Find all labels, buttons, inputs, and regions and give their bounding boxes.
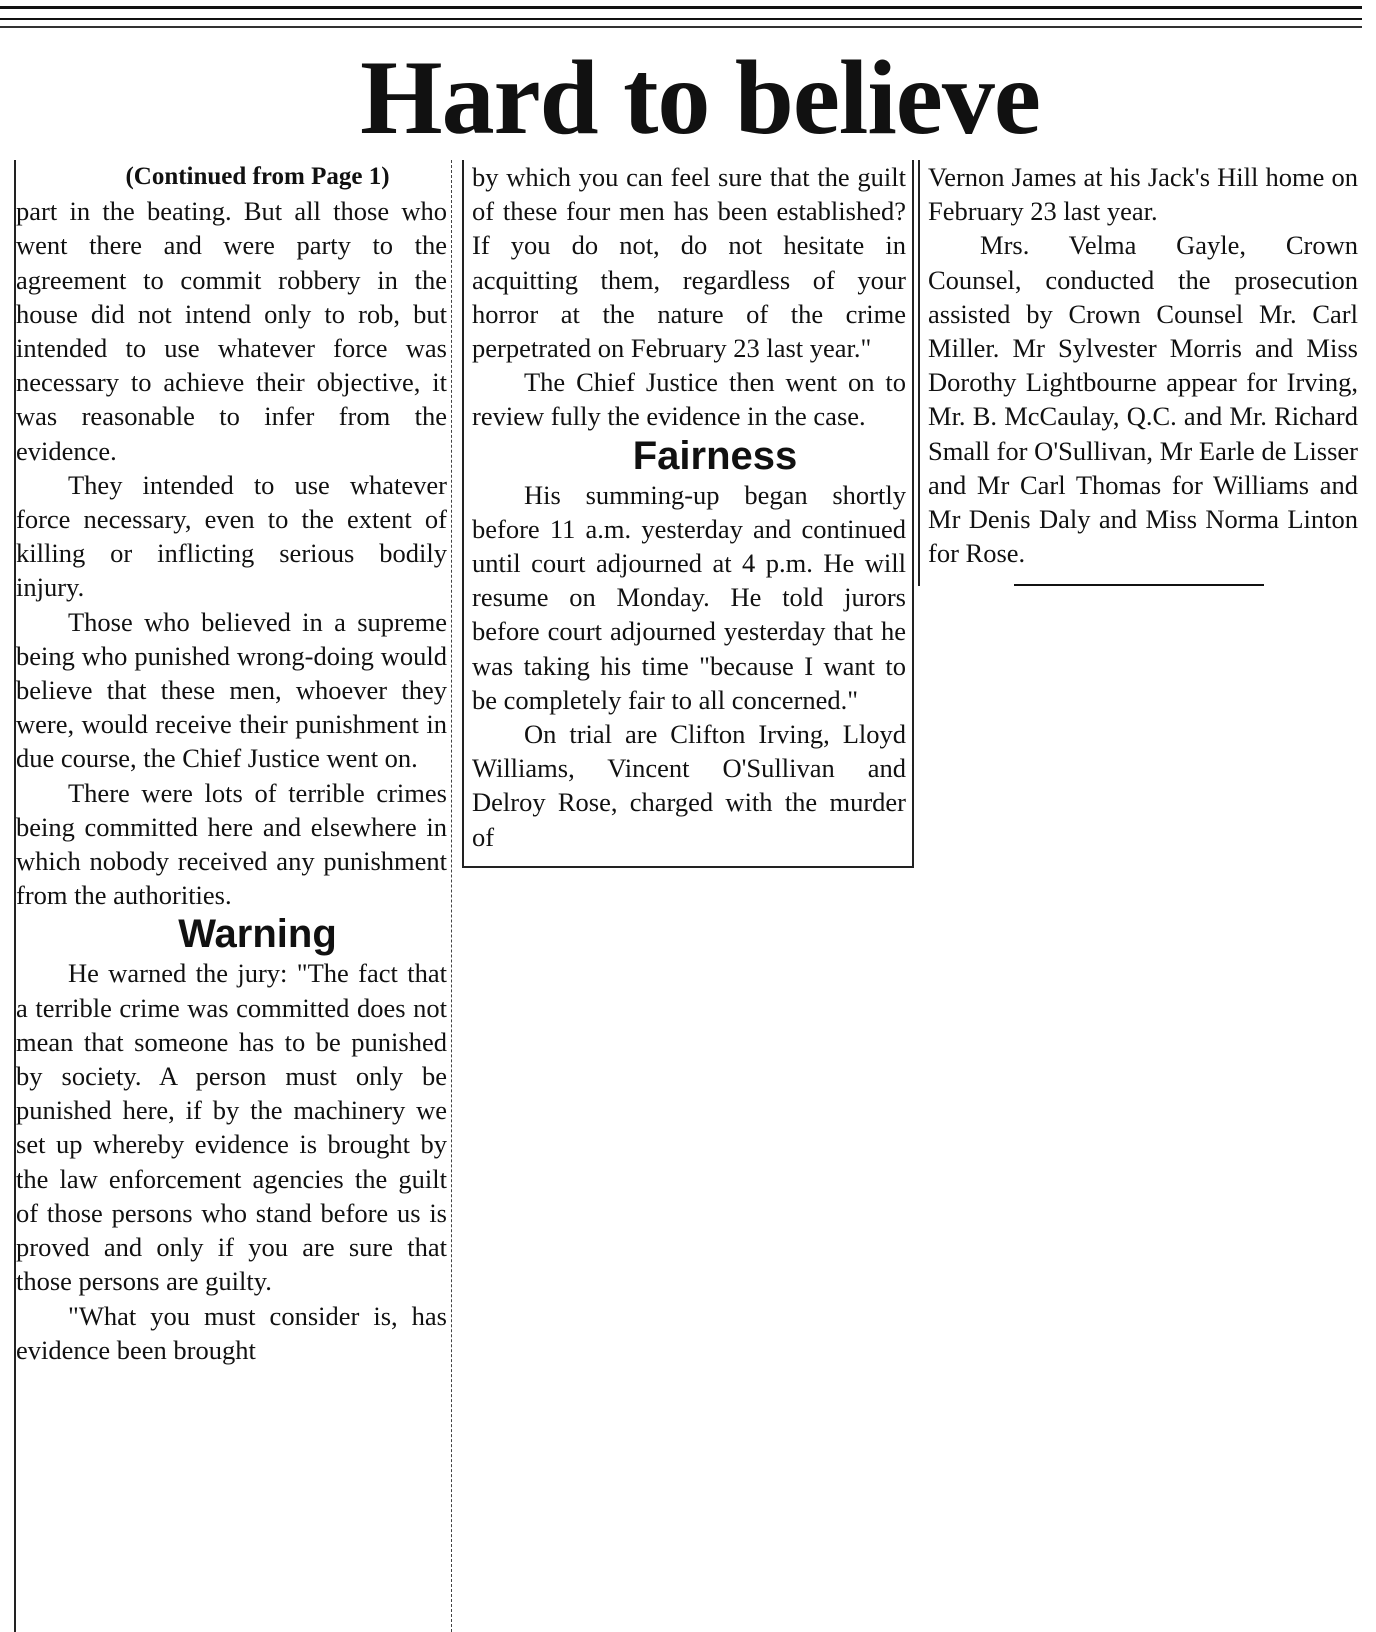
article-column-1	[14, 160, 452, 1632]
paragraph: Vernon James at his Jack's Hill home on February 23 last year.	[928, 162, 1358, 227]
top-rule-tertiary	[0, 26, 1362, 28]
paragraph: The Chief Justice then went on to review fully the evidence in the case.	[472, 367, 906, 432]
article-column-3	[918, 160, 1358, 586]
article-column-2	[462, 160, 914, 868]
paragraph: He warned the jury: "The fact that a terrible crime was committed does not mean that someone has to be punished by society. A person must only be punished here, if by the machinery we set up whereby evidence is brought by the law enforcement agencies the guilt of those persons who stand before us is proved and only if you are sure that those persons are guilty.	[16, 958, 447, 1297]
paragraph: Mrs. Velma Gayle, Crown Counsel, conducted the prosecution assisted by Crown Counsel Mr. Carl Miller. Mr Sylvester Morris and Miss Dorothy Lightbourne appear for Irving, Mr. B. McCaulay, Q.C. and Mr. Richard Small for O'Sullivan, Mr Earle de Lisser and Mr Carl Thomas for Williams and Mr Denis Daly and Miss Norma Linton for Rose.	[928, 230, 1358, 569]
top-rule	[0, 6, 1362, 9]
subheading-warning: Warning	[178, 912, 337, 957]
paragraph: On trial are Clifton Irving, Lloyd Williams, Vincent O'Sullivan and Delroy Rose, charged with the murder of	[472, 719, 906, 852]
paragraph: Those who believed in a supreme being who punished wrong-doing would believe that these men, whoever they were, would receive their punishment in due course, the Chief Justice went on.	[16, 606, 447, 774]
paragraph: They intended to use whatever force necessary, even to the extent of killing or inflicting serious bodily injury.	[16, 469, 447, 603]
end-of-article-rule	[1014, 584, 1264, 586]
top-rule-secondary	[0, 18, 1362, 20]
paragraph: by which you can feel sure that the guilt of these four men has been established? If you do not, do not hesitate in acquitting them, regardless of your horror at the nature of the crime perpetrated on February 23 last year."	[472, 162, 906, 364]
paragraph: "What you must consider is, has evidence been brought	[16, 1300, 447, 1365]
continued-from-note: (Continued from Page 1)	[125, 163, 390, 190]
paragraph: His summing-up began shortly before 11 a.m. yesterday and continued until court adjourned at 4 p.m. He will resume on Monday. He told jurors before court adjourned yesterday that he was taking his time "because I want to be completely fair to all concerned."	[472, 479, 906, 715]
subheading-fairness: Fairness	[632, 433, 798, 478]
headline: Hard to believe	[360, 39, 1040, 156]
paragraph: part in the beating. But all those who went there and were party to the agreement to commit robbery in the house did not intend only to rob, but intended to use whatever force was necessary to achieve their objective, it was reasonable to infer from the evidence.	[16, 196, 447, 466]
paragraph: There were lots of terrible crimes being committed here and elsewhere in which nobody received any punishment from the authorities.	[16, 777, 447, 911]
